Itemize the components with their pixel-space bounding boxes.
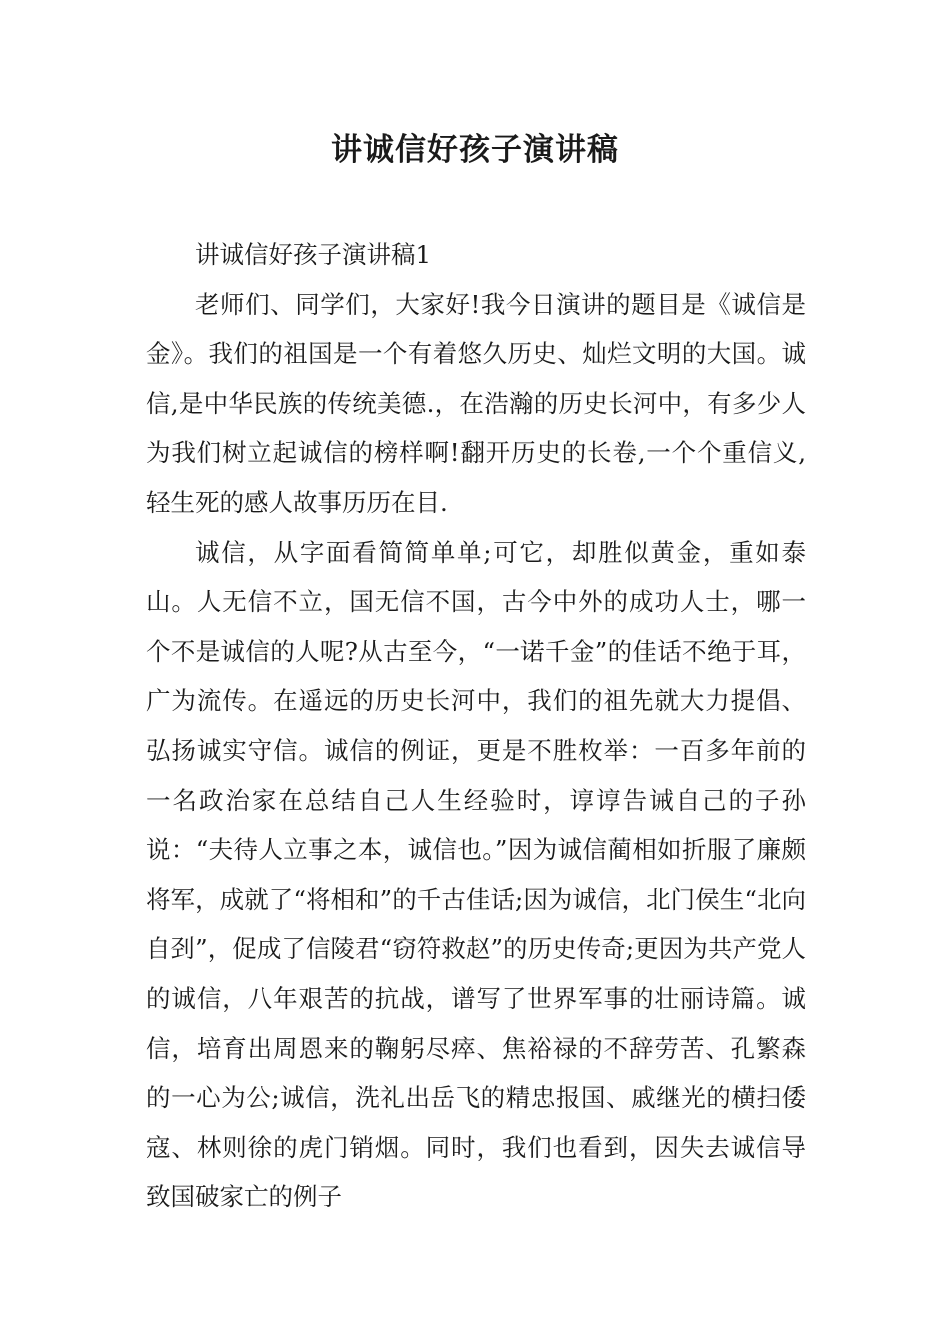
section-heading: 讲诚信好孩子演讲稿1 <box>195 240 432 269</box>
document-body <box>146 230 806 1222</box>
document-title: 讲诚信好孩子演讲稿 <box>331 132 619 168</box>
paragraph-1: 老师们、同学们，大家好!我今日演讲的题目是《诚信是金》。我们的祖国是一个有着悠久历史、灿烂文明的大国。诚信,是中华民族的传统美德.，在浩瀚的历史长河中，有多少人为我们树立起诚信的榜样啊!翻开历史的长卷,一个个重信义,轻生死的感人故事历历在目. <box>146 289 806 517</box>
paragraph-2: 诚信，从字面看简简单单;可它，却胜似黄金，重如泰山。人无信不立，国无信不国，古今中外的成功人士，哪一个不是诚信的人呢?从古至今，“一诺千金”的佳话不绝于耳，广为流传。在遥远的历史长河中，我们的祖先就大力提倡、弘扬诚实守信。诚信的例证，更是不胜枚举：一百多年前的一名政治家在总结自己人生经验时，谆谆告诫自己的子孙说：“夫待人立事之本，诚信也。”因为诚信蔺相如折服了廉颇将军，成就了“将相和”的千古佳话;因为诚信，北门侯生“北向自刭”，促成了信陵君“窃符救赵”的历史传奇;更因为共产党人的诚信，八年艰苦的抗战，谱写了世界军事的壮丽诗篇。诚信，培育出周恩来的鞠躬尽瘁、焦裕禄的不辞劳苦、孔繁森的一心为公;诚信，洗礼出岳飞的精忠报国、戚继光的横扫倭寇、林则徐的虎门销烟。同时，我们也看到，因失去诚信导致国破家亡的例子 <box>146 537 806 1212</box>
